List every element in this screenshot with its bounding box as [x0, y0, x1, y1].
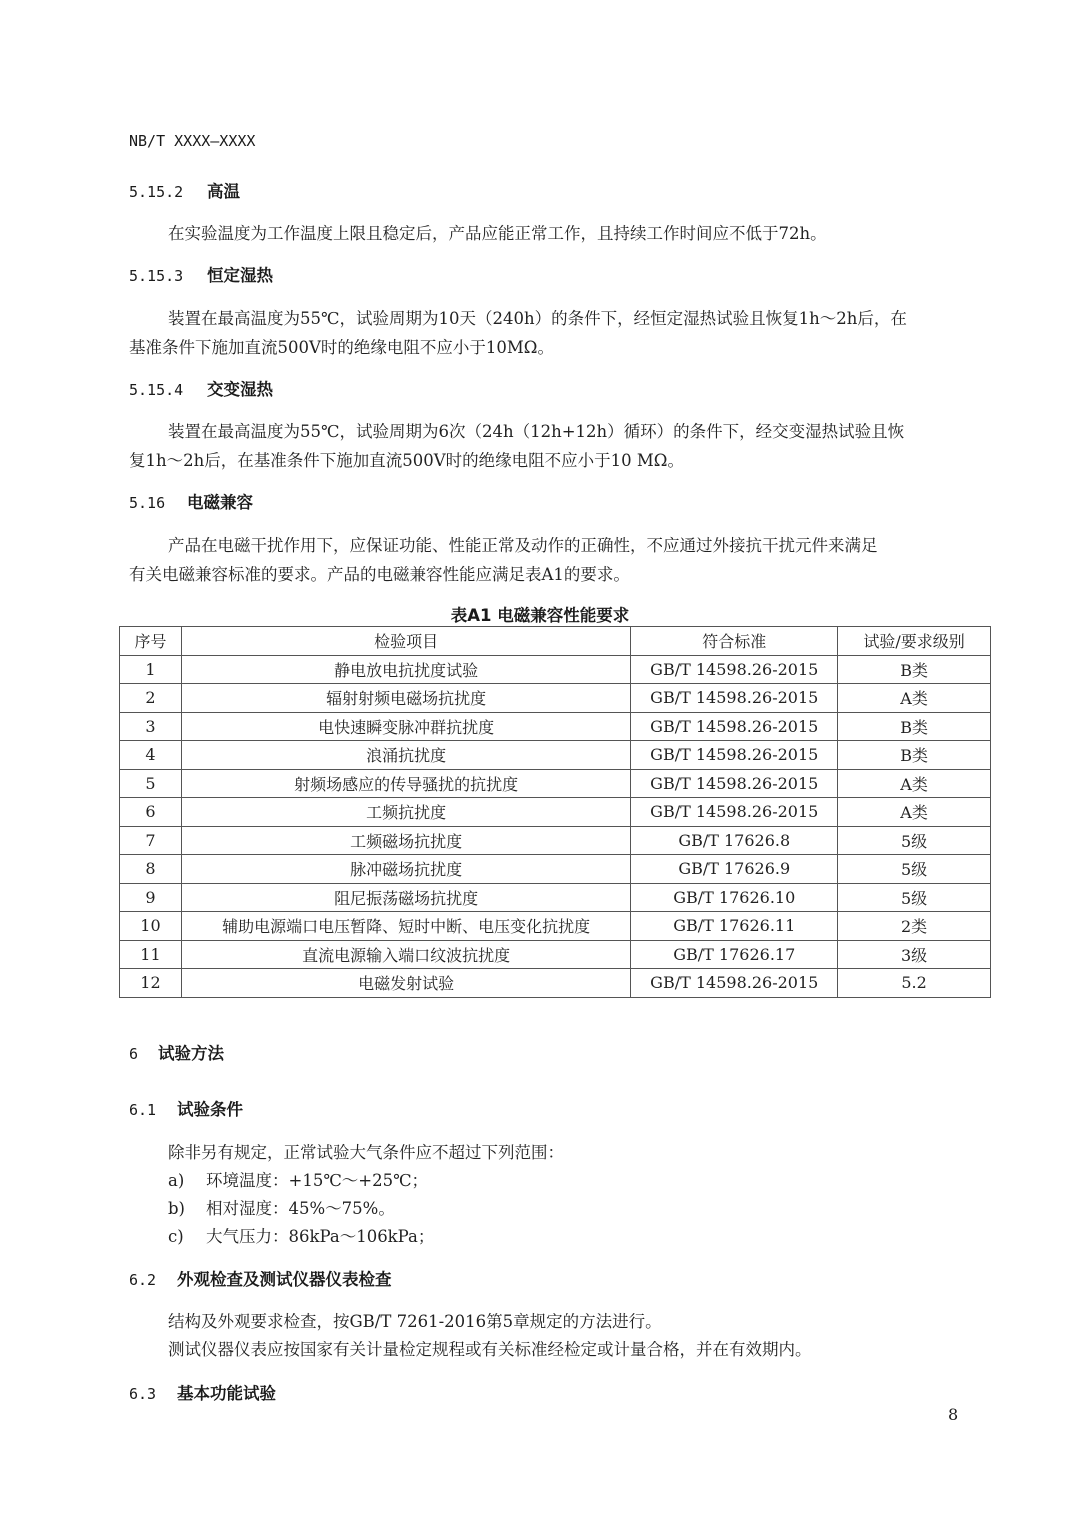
row-index-cell: 9 — [120, 883, 182, 912]
section-number: 6.1 — [129, 1101, 157, 1119]
heading-6-1 — [129, 1096, 243, 1120]
heading-5-16 — [129, 489, 253, 513]
test-item-cell: 静电放电抗扰度试验 — [181, 655, 630, 684]
standard-cell: GB/T 14598.26-2015 — [631, 969, 838, 998]
row-index-cell: 3 — [120, 712, 182, 741]
header-cell: 试验/要求级别 — [838, 627, 991, 656]
row-index-cell: 6 — [120, 798, 182, 827]
heading-6-3 — [129, 1380, 276, 1404]
section-title: 基本功能试验 — [177, 1384, 276, 1403]
table-row — [120, 769, 991, 798]
standard-cell: GB/T 14598.26-2015 — [631, 769, 838, 798]
standard-cell: GB/T 17626.8 — [631, 826, 838, 855]
section-number: 6 — [129, 1045, 139, 1063]
section-number: 5.15.2 — [129, 183, 184, 201]
heading-5-15-3 — [129, 262, 273, 286]
section-number: 5.16 — [129, 494, 166, 512]
heading-5-15-4 — [129, 376, 273, 400]
table-row — [120, 798, 991, 827]
list-item — [168, 1223, 434, 1247]
section-number: 6.2 — [129, 1271, 157, 1289]
section-number: 5.15.4 — [129, 381, 184, 399]
page-number: 8 — [948, 1405, 959, 1424]
section-title: 试验条件 — [177, 1100, 243, 1119]
row-index-cell: 11 — [120, 940, 182, 969]
header-cell: 序号 — [120, 627, 182, 656]
section-title: 高温 — [207, 182, 240, 201]
table-caption: 表A1 电磁兼容性能要求 — [450, 606, 630, 625]
list-item — [168, 1195, 395, 1219]
table-row — [120, 940, 991, 969]
standard-cell: GB/T 14598.26-2015 — [631, 741, 838, 770]
section-number: 6.3 — [129, 1385, 157, 1403]
list-text: 相对湿度：45%～75%。 — [206, 1199, 395, 1218]
table-row — [120, 855, 991, 884]
paragraph-line: 复1h～2h后，在基准条件下施加直流500V时的绝缘电阻不应小于10 MΩ。 — [129, 451, 684, 470]
heading-5-15-2 — [129, 178, 240, 202]
paragraph-line: 基准条件下施加直流500V时的绝缘电阻不应小于10MΩ。 — [129, 338, 554, 357]
table-row — [120, 912, 991, 941]
test-item-cell: 电磁发射试验 — [181, 969, 630, 998]
table-row — [120, 684, 991, 713]
paragraph: 除非另有规定，正常试验大气条件应不超过下列范围： — [168, 1143, 564, 1162]
standard-cell: GB/T 14598.26-2015 — [631, 712, 838, 741]
list-label: a) — [168, 1171, 185, 1190]
table-row — [120, 655, 991, 684]
section-number: 5.15.3 — [129, 267, 184, 285]
standard-cell: GB/T 14598.26-2015 — [631, 684, 838, 713]
list-item — [168, 1167, 428, 1191]
row-index-cell: 10 — [120, 912, 182, 941]
standard-cell: GB/T 14598.26-2015 — [631, 798, 838, 827]
heading-6-2 — [129, 1266, 392, 1290]
level-cell: 3级 — [838, 940, 991, 969]
test-item-cell: 电快速瞬变脉冲群抗扰度 — [181, 712, 630, 741]
standard-cell: GB/T 17626.17 — [631, 940, 838, 969]
list-label: b) — [168, 1199, 185, 1218]
row-index-cell: 8 — [120, 855, 182, 884]
section-title: 恒定湿热 — [207, 266, 273, 285]
row-index-cell: 4 — [120, 741, 182, 770]
row-index-cell: 1 — [120, 655, 182, 684]
paragraph: 在实验温度为工作温度上限且稳定后，产品应能正常工作，且持续工作时间应不低于72h。 — [168, 224, 827, 243]
row-index-cell: 5 — [120, 769, 182, 798]
header-cell: 符合标准 — [631, 627, 838, 656]
test-item-cell: 工频抗扰度 — [181, 798, 630, 827]
level-cell: 5级 — [838, 826, 991, 855]
test-item-cell: 工频磁场抗扰度 — [181, 826, 630, 855]
level-cell: B类 — [838, 741, 991, 770]
row-index-cell: 7 — [120, 826, 182, 855]
test-item-cell: 浪涌抗扰度 — [181, 741, 630, 770]
section-title: 外观检查及测试仪器仪表检查 — [177, 1270, 392, 1289]
table-row — [120, 712, 991, 741]
list-text: 环境温度：+15℃～+25℃； — [206, 1171, 429, 1190]
table-row — [120, 741, 991, 770]
section-title: 试验方法 — [158, 1044, 224, 1063]
level-cell: A类 — [838, 798, 991, 827]
level-cell: 5级 — [838, 855, 991, 884]
test-item-cell: 辐射射频电磁场抗扰度 — [181, 684, 630, 713]
list-text: 大气压力：86kPa～106kPa； — [206, 1227, 435, 1246]
standard-cell: GB/T 17626.10 — [631, 883, 838, 912]
level-cell: A类 — [838, 684, 991, 713]
standard-cell: GB/T 17626.9 — [631, 855, 838, 884]
row-index-cell: 2 — [120, 684, 182, 713]
test-item-cell: 阻尼振荡磁场抗扰度 — [181, 883, 630, 912]
table-row — [120, 883, 991, 912]
level-cell: B类 — [838, 712, 991, 741]
standard-cell: GB/T 14598.26-2015 — [631, 655, 838, 684]
table-row — [120, 969, 991, 998]
table-row — [120, 826, 991, 855]
level-cell: 2类 — [838, 912, 991, 941]
emc-requirements-table — [119, 626, 991, 998]
paragraph-line: 结构及外观要求检查，按GB/T 7261-2016第5章规定的方法进行。 — [168, 1312, 662, 1331]
test-item-cell: 辅助电源端口电压暂降、短时中断、电压变化抗扰度 — [181, 912, 630, 941]
section-title: 电磁兼容 — [187, 493, 253, 512]
test-item-cell: 脉冲磁场抗扰度 — [181, 855, 630, 884]
document-id: NB/T XXXX—XXXX — [129, 132, 256, 150]
table-header-row — [120, 627, 991, 656]
paragraph-line: 产品在电磁干扰作用下，应保证功能、性能正常及动作的正确性，不应通过外接抗干扰元件来满足 — [168, 536, 878, 555]
heading-6 — [129, 1040, 224, 1064]
level-cell: 5级 — [838, 883, 991, 912]
level-cell: A类 — [838, 769, 991, 798]
section-title: 交变湿热 — [207, 380, 273, 399]
row-index-cell: 12 — [120, 969, 182, 998]
test-item-cell: 射频场感应的传导骚扰的抗扰度 — [181, 769, 630, 798]
paragraph-line: 有关电磁兼容标准的要求。产品的电磁兼容性能应满足表A1的要求。 — [129, 565, 630, 584]
header-cell: 检验项目 — [181, 627, 630, 656]
list-label: c) — [168, 1227, 184, 1246]
paragraph-line: 装置在最高温度为55℃，试验周期为6次（24h（12h+12h）循环）的条件下，经交变湿热试验且恢 — [168, 422, 905, 441]
paragraph-line: 测试仪器仪表应按国家有关计量检定规程或有关标准经检定或计量合格，并在有效期内。 — [168, 1340, 812, 1359]
level-cell: B类 — [838, 655, 991, 684]
level-cell: 5.2 — [838, 969, 991, 998]
test-item-cell: 直流电源输入端口纹波抗扰度 — [181, 940, 630, 969]
standard-cell: GB/T 17626.11 — [631, 912, 838, 941]
paragraph-line: 装置在最高温度为55℃，试验周期为10天（240h）的条件下，经恒定湿热试验且恢复1h～2h后，在 — [168, 309, 907, 328]
